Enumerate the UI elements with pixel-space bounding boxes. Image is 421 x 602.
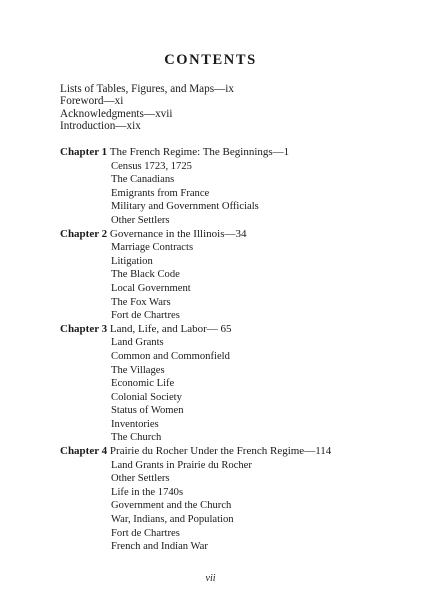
chapter-label: Chapter 1 [60, 146, 108, 158]
section-entry: Land Grants in Prairie du Rocher [111, 459, 252, 471]
section-entry: Other Settlers [111, 473, 170, 485]
section-entry: French and Indian War [111, 541, 208, 553]
chapter-list [60, 146, 380, 554]
section-entry: The Canadians [111, 174, 175, 186]
section-entry: Emigrants from France [111, 187, 210, 199]
section-entry: The Fox Wars [111, 296, 171, 308]
chapter-label: Chapter 2 [60, 227, 108, 240]
page-title: CONTENTS [164, 52, 257, 68]
section-entry: Colonial Society [111, 391, 182, 403]
section-entry: Inventories [111, 418, 159, 430]
front-matter-entry: Lists of Tables, Figures, and Maps—ix [60, 83, 234, 95]
front-matter-entry: Introduction—xix [60, 120, 141, 133]
section-entry: Other Settlers [111, 214, 170, 226]
chapter-heading [60, 146, 380, 160]
section-entry: The Black Code [111, 269, 180, 281]
front-matter-entry: Acknowledgments—xvii [60, 107, 173, 120]
section-entry: Military and Government Officials [111, 201, 259, 213]
section-entry: Common and Commonfield [111, 350, 230, 362]
page-number: vii [205, 573, 216, 584]
chapter-label: Chapter 3 [60, 322, 108, 335]
section-entry: Status of Women [111, 405, 184, 417]
section-entry: Government and the Church [111, 500, 232, 512]
chapter-heading [60, 323, 380, 337]
section-entry: Fort de Chartres [111, 527, 180, 539]
chapter-title: The French Regime: The Beginnings—1 [107, 146, 290, 158]
chapter-title: Governance in the Illinois—34 [107, 227, 247, 240]
section-entry: Local Government [111, 282, 191, 294]
section-entry: Marriage Contracts [111, 242, 194, 254]
chapter-label: Chapter 4 [60, 445, 108, 458]
section-entry: Litigation [111, 255, 153, 267]
section-entry: Land Grants [111, 337, 164, 349]
section-entry: The Villages [111, 364, 165, 376]
section-entry: War, Indians, and Population [111, 514, 234, 526]
front-matter-list [60, 83, 234, 133]
chapter-heading [60, 228, 380, 242]
section-entry: Life in the 1740s [111, 486, 184, 498]
chapter-heading [60, 445, 380, 459]
section-entry: Economic Life [111, 378, 175, 390]
chapter-title: Land, Life, and Labor— 65 [107, 322, 232, 335]
front-matter-entry: Foreword—xi [60, 95, 124, 108]
section-entry: The Church [111, 432, 162, 444]
section-entry: Fort de Chartres [111, 310, 180, 322]
section-entry: Census 1723, 1725 [111, 160, 192, 172]
chapter-title: Prairie du Rocher Under the French Regime—114 [107, 445, 332, 458]
